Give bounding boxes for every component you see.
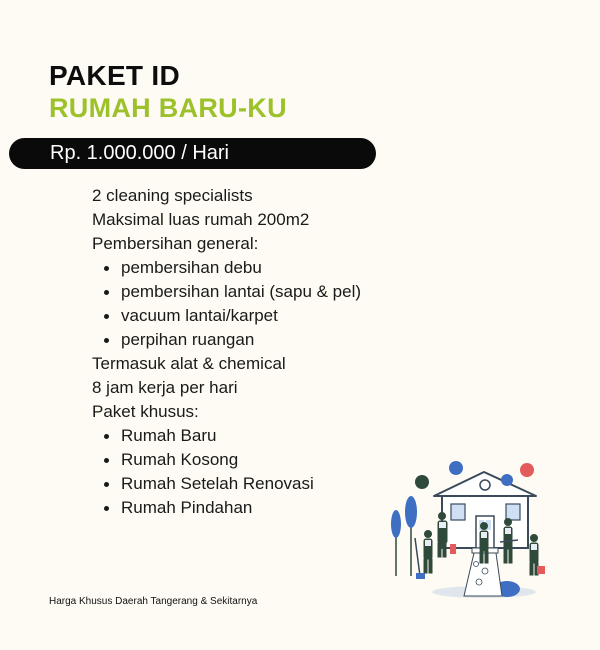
cleaning-house-icon [384,456,554,601]
detail-tools-included: Termasuk alat & chemical [92,354,286,373]
list-item: vacuum lantai/karpet [92,304,361,328]
list-item: Rumah Baru [92,424,361,448]
list-item: Rumah Kosong [92,448,361,472]
list-item: Rumah Setelah Renovasi [92,472,361,496]
special-package-list [92,424,361,520]
price-bar [9,138,376,169]
package-title: PAKET ID [49,60,180,91]
list-item: pembersihan debu [92,256,361,280]
price-label: Rp. 1.000.000 / Hari [50,142,229,164]
detail-general-heading: Pembersihan general: [92,234,259,253]
detail-max-area: Maksimal luas rumah 200m2 [92,210,310,229]
package-subtitle: RUMAH BARU-KU [49,93,287,123]
general-cleaning-list [92,256,361,352]
package-details [92,184,361,520]
detail-specialists: 2 cleaning specialists [92,186,253,205]
list-item: perpihan ruangan [92,328,361,352]
detail-work-hours: 8 jam kerja per hari [92,378,238,397]
list-item: Rumah Pindahan [92,496,361,520]
regional-price-note: Harga Khusus Daerah Tangerang & Sekitarnya [49,596,258,607]
cleaning-team-illustration [384,456,554,601]
list-item: pembersihan lantai (sapu & pel) [92,280,361,304]
detail-special-heading: Paket khusus: [92,402,199,421]
